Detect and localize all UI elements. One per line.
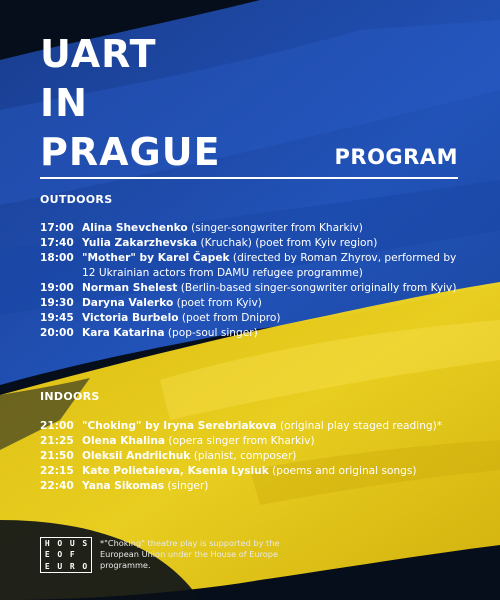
house-of-europe-logo — [40, 537, 92, 573]
title-line-3: PRAGUE — [40, 130, 221, 174]
logo-letter — [79, 549, 92, 560]
title-line-1: UART — [40, 32, 157, 76]
entry-text — [82, 251, 460, 281]
event-title — [40, 30, 221, 177]
schedule-entry — [40, 236, 460, 251]
logo-letter: H — [44, 539, 50, 548]
schedule-entry — [40, 326, 460, 341]
entry-text — [82, 449, 460, 464]
entry-description: (opera singer from Kharkiv) — [165, 435, 315, 447]
entry-time: 19:30 — [40, 297, 74, 309]
logo-letter: E — [44, 550, 50, 560]
entry-time: 18:00 — [40, 252, 74, 264]
entry-description: (Berlin-based singer-songwriter originally from Kyiv) — [177, 282, 457, 294]
schedule-entry — [40, 281, 460, 296]
entry-time: 17:00 — [40, 222, 74, 234]
entry-description: (Kruchak) (poet from Kyiv region) — [197, 237, 378, 249]
entry-time: 22:40 — [40, 480, 74, 492]
entry-text — [82, 296, 460, 311]
entry-performer: Norman Shelest — [82, 282, 178, 294]
logo-letter: O — [82, 561, 88, 571]
logo-letter: U — [69, 539, 75, 548]
entry-performer: Kate Polietaieva, Ksenia Lysiuk — [82, 465, 269, 477]
logo-letter: E — [44, 561, 50, 571]
entry-description: (original play staged reading)* — [276, 420, 443, 432]
logo-letter: R — [69, 561, 75, 571]
funding-footnote: *"Choking" theatre play is supported by the European Union under the House of Europe programme. — [100, 538, 280, 570]
entry-time: 21:25 — [40, 435, 74, 447]
entry-text — [82, 236, 460, 251]
entry-description: (pianist, composer) — [190, 450, 297, 462]
schedule-entry — [40, 449, 460, 464]
logo-letter: S — [82, 539, 88, 548]
entry-performer: "Choking" by Iryna Serebriakova — [82, 420, 277, 432]
program-heading: PROGRAM — [334, 145, 458, 169]
entry-text — [82, 419, 460, 434]
logo-letter: F — [69, 550, 75, 560]
entry-text — [82, 434, 460, 449]
entry-time: 22:15 — [40, 465, 74, 477]
entry-description: (singer-songwriter from Kharkiv) — [187, 222, 363, 234]
entry-description: (poet from Kyiv) — [173, 297, 262, 309]
entry-text — [82, 479, 460, 494]
entry-time: 21:50 — [40, 450, 74, 462]
entry-performer: Kara Katarina — [82, 327, 165, 339]
indoors-heading: INDOORS — [40, 390, 100, 403]
entry-performer: Alina Shevchenko — [82, 222, 188, 234]
entry-text — [82, 281, 460, 296]
entry-time: 19:00 — [40, 282, 74, 294]
entry-time: 21:00 — [40, 420, 74, 432]
entry-performer: Daryna Valerko — [82, 297, 174, 309]
schedule-entry — [40, 419, 460, 434]
entry-description: (poems and original songs) — [268, 465, 417, 477]
entry-performer: Oleksii Andriichuk — [82, 450, 191, 462]
schedule-entry — [40, 296, 460, 311]
entry-performer: Victoria Burbelo — [82, 312, 179, 324]
entry-performer: "Mother" by Karel Čapek — [82, 252, 230, 264]
schedule-entry — [40, 221, 460, 236]
entry-text — [82, 221, 460, 236]
entry-text — [82, 311, 460, 326]
outdoors-heading: OUTDOORS — [40, 193, 113, 206]
entry-description: (poet from Dnipro) — [178, 312, 281, 324]
logo-letter: O — [57, 550, 63, 560]
schedule-entry — [40, 251, 460, 281]
entry-time: 19:45 — [40, 312, 74, 324]
logo-letter: O — [57, 539, 63, 548]
schedule-entry — [40, 479, 460, 494]
indoors-schedule — [40, 419, 460, 494]
entry-description: (directed by Roman Zhyrov, performed by 12 Ukrainian actors from DAMU refugee programme) — [82, 252, 457, 279]
schedule-entry — [40, 434, 460, 449]
divider-rule — [40, 177, 458, 179]
entry-description: (singer) — [164, 480, 209, 492]
entry-performer: Yulia Zakarzhevska — [82, 237, 198, 249]
entry-time: 17:40 — [40, 237, 74, 249]
schedule-entry — [40, 464, 460, 479]
entry-performer: Olena Khalina — [82, 435, 166, 447]
entry-text — [82, 464, 460, 479]
title-line-2: IN — [40, 81, 88, 125]
logo-letter: U — [57, 561, 63, 571]
entry-time: 20:00 — [40, 327, 74, 339]
entry-description: (pop-soul singer) — [164, 327, 258, 339]
schedule-entry — [40, 311, 460, 326]
entry-text — [82, 326, 460, 341]
outdoors-schedule — [40, 221, 460, 341]
entry-performer: Yana Sikomas — [82, 480, 165, 492]
